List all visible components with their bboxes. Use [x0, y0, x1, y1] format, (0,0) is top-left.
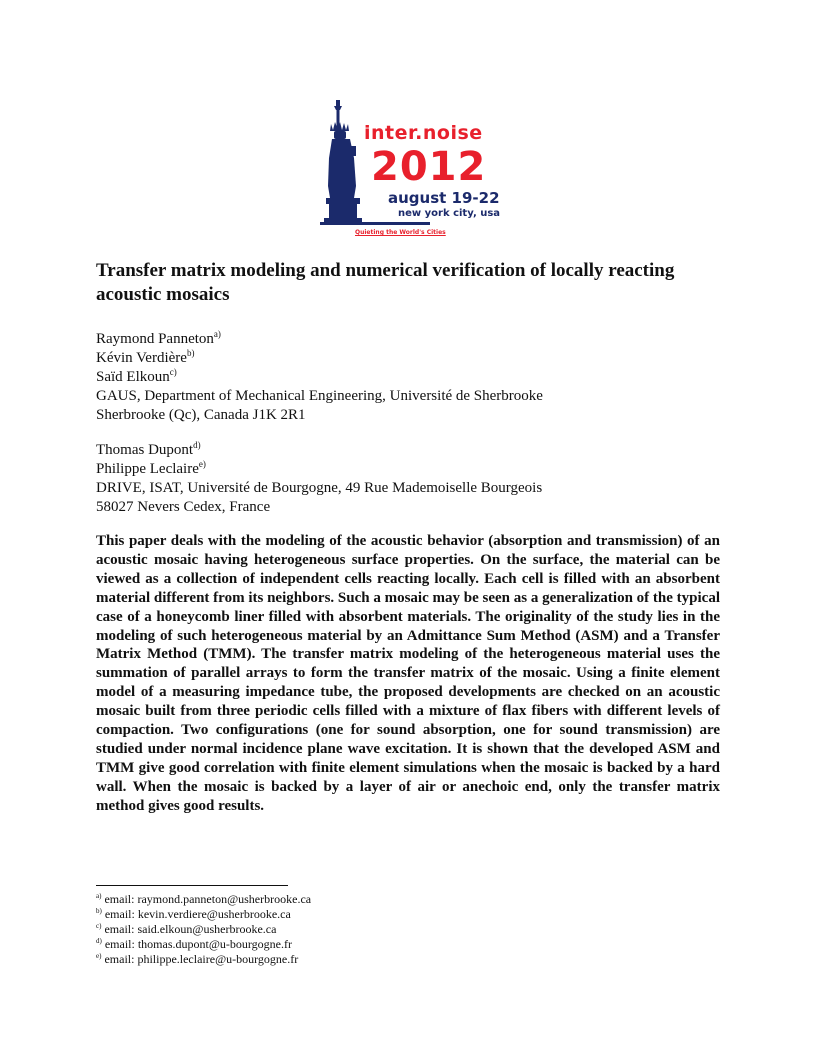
logo-dates: august 19-22 — [388, 189, 500, 207]
paper-title: Transfer matrix modeling and numerical verification of locally reacting acoustic mosaics — [96, 260, 675, 305]
footnote: $^{d)}$ email: thomas.dupont@u-bourgogne.fr — [96, 937, 292, 951]
footnote: $^{c)}$ email: said.elkoun@usherbrooke.ca — [96, 922, 277, 936]
footnote: $^{a)}$ email: raymond.panneton@usherbrooke.ca — [96, 892, 312, 906]
author: Thomas Dupont$^{d)}$ — [96, 440, 201, 458]
author: Raymond Panneton$^{a)}$ — [96, 329, 221, 347]
address: Sherbrooke (Qc), Canada J1K 2R1 — [96, 407, 306, 423]
logo-city: new york city, usa — [398, 208, 501, 219]
author: Kévin Verdière$^{b)}$ — [96, 348, 195, 366]
conference-logo — [316, 98, 502, 244]
author-group-sherbrooke — [96, 330, 736, 425]
address: 58027 Nevers Cedex, France — [96, 499, 271, 515]
affiliation: DRIVE, ISAT, Université de Bourgogne, 49 Rue Mademoiselle Bourgeois — [96, 480, 543, 496]
author-group-bourgogne — [96, 441, 736, 517]
logo-name: inter.noise — [364, 122, 483, 144]
footnote-divider — [96, 885, 288, 886]
abstract: This paper deals with the modeling of the acoustic behavior (absorption and transmission) of an acoustic mosaic having heterogeneous surface properties. On the surface, the material can be viewed as a collection of independent cells reacting locally. Each cell is filled with an absorbent material different from its neighbors. Such a mosaic may be seen as a generalization of the typical case of a honeycomb liner filled with absorbent materials. The originality of the study lies in the modeling of such heterogeneous material by an Admittance Sum Method (ASM) and a Transfer Matrix Method (TMM). The transfer matrix modeling of the heterogeneous material uses the summation of parallel arrays to form the transfer matrix of the mosaic. Using a finite element model of a measuring impedance tube, the proposed developments are checked on an acoustic mosaic built from three periodic cells filled with a mixture of flax fibers with different levels of compaction. Two configurations (one for sound absorption, one for sound transmission) are studied under normal incidence plane wave excitation. It is shown that the developed ASM and TMM give good correlation with finite element simulations when the mosaic is backed by a hard wall. When the mosaic is backed by a layer of air or anechoic end, only the transfer matrix method gives good results. — [96, 533, 720, 814]
logo-year: 2012 — [371, 144, 487, 190]
footnote: $^{e)}$ email: philippe.leclaire@u-bourgogne.fr — [96, 952, 299, 966]
affiliation: GAUS, Department of Mechanical Engineering, Université de Sherbrooke — [96, 388, 543, 404]
logo-tagline: Quieting the World's Cities — [355, 229, 446, 236]
footnotes — [96, 892, 496, 967]
author: Philippe Leclaire$^{e)}$ — [96, 459, 206, 477]
author: Saïd Elkoun$^{c)}$ — [96, 367, 177, 385]
footnote: $^{b)}$ email: kevin.verdiere@usherbrooke.ca — [96, 907, 291, 921]
